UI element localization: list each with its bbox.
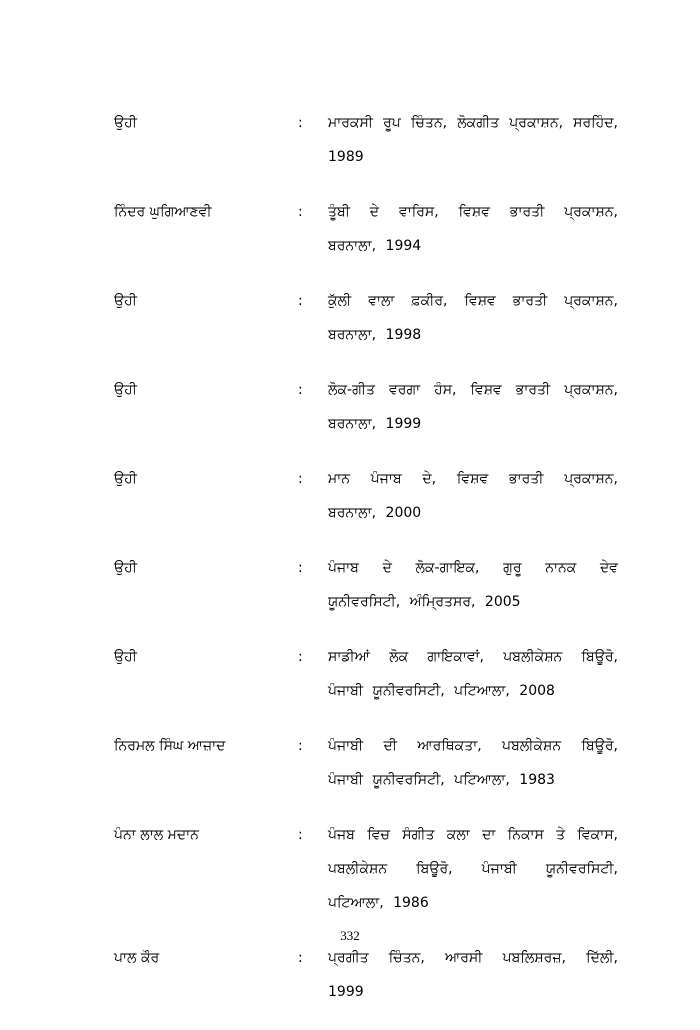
entry-author: ਉਹੀ bbox=[114, 560, 137, 576]
bibliography-entry bbox=[114, 106, 618, 174]
entry-author: ਉਹੀ bbox=[114, 115, 137, 131]
entry-separator: : bbox=[298, 827, 303, 843]
entry-separator: : bbox=[298, 293, 303, 309]
entry-work: ਲੋਕ-ਗੀਤ ਵਰਗਾ ਹੰਸ, ਵਿਸ਼ਵ ਭਾਰਤੀ ਪ੍ਰਕਾਸ਼ਨ, ਬਰਨਾਲਾ, 1999 bbox=[328, 382, 618, 432]
entry-separator: : bbox=[298, 649, 303, 665]
entry-separator: : bbox=[298, 204, 303, 220]
entry-separator: : bbox=[298, 382, 303, 398]
entry-author: ਉਹੀ bbox=[114, 471, 137, 487]
bibliography-entry bbox=[114, 284, 618, 352]
entry-author: ਨਿੰਦਰ ਘੁਗਿਆਣਵੀ bbox=[114, 204, 212, 220]
entry-work: ਮਾਰਕਸੀ ਰੂਪ ਚਿੰਤਨ, ਲੋਕਗੀਤ ਪ੍ਰਕਾਸ਼ਨ, ਸਰਹਿੰਦ, 1989 bbox=[328, 115, 618, 165]
entry-work: ਪੰਜਬ ਵਿਚ ਸੰਗੀਤ ਕਲਾ ਦਾ ਨਿਕਾਸ ਤੇ ਵਿਕਾਸ, ਪਬਲੀਕੇਸ਼ਨ ਬਿਊਰੋ, ਪੰਜਾਬੀ ਯੂਨੀਵਰਸਿਟੀ, ਪਟਿਆਲਾ, 1986 bbox=[328, 827, 618, 911]
bibliography-entry bbox=[114, 941, 618, 1009]
entry-separator: : bbox=[298, 738, 303, 754]
entry-work: ਸਾਡੀਆਂ ਲੋਕ ਗਾਇਕਾਵਾਂ, ਪਬਲੀਕੇਸ਼ਨ ਬਿਊਰੋ, ਪੰਜਾਬੀ ਯੂਨੀਵਰਸਿਟੀ, ਪਟਿਆਲਾ, 2008 bbox=[328, 649, 618, 699]
bibliography-entry bbox=[114, 195, 618, 263]
entry-separator: : bbox=[298, 560, 303, 576]
entry-author: ਪਾਲ ਕੌਰ bbox=[114, 950, 160, 966]
bibliography-entry bbox=[114, 373, 618, 441]
entry-work: ਕੁੱਲੀ ਵਾਲਾ ਫ਼ਕੀਰ, ਵਿਸ਼ਵ ਭਾਰਤੀ ਪ੍ਰਕਾਸ਼ਨ, ਬਰਨਾਲਾ, 1998 bbox=[328, 293, 618, 343]
bibliography-entry bbox=[114, 551, 618, 619]
entry-work: ਪੰਜਾਬੀ ਦੀ ਆਰਥਿਕਤਾ, ਪਬਲੀਕੇਸ਼ਨ ਬਿਊਰੋ, ਪੰਜਾਬੀ ਯੂਨੀਵਰਸਿਟੀ, ਪਟਿਆਲਾ, 1983 bbox=[328, 738, 618, 788]
entry-separator: : bbox=[298, 950, 303, 966]
bibliography-entry bbox=[114, 462, 618, 530]
entry-author: ਉਹੀ bbox=[114, 382, 137, 398]
bibliography-entry bbox=[114, 818, 618, 920]
entry-work: ਪ੍ਰਗੀਤ ਚਿੰਤਨ, ਆਰਸੀ ਪਬਲਿਸ਼ਰਜ਼, ਦਿੱਲੀ, 1999 bbox=[328, 950, 618, 1000]
entry-author: ਪੰਨਾ ਲਾਲ ਮਦਾਨ bbox=[114, 827, 199, 843]
entry-author: ਨਿਰਮਲ ਸਿੰਘ ਆਜ਼ਾਦ bbox=[114, 738, 226, 754]
entry-separator: : bbox=[298, 471, 303, 487]
entry-author: ਉਹੀ bbox=[114, 293, 137, 309]
entry-author: ਉਹੀ bbox=[114, 649, 137, 665]
bibliography-entry bbox=[114, 640, 618, 708]
entry-work: ਪੰਜਾਬ ਦੇ ਲੋਕ-ਗਾਇਕ, ਗੁਰੂ ਨਾਨਕ ਦੇਵ ਯੂਨੀਵਰਸਿਟੀ, ਅੰਮ੍ਰਿਤਸਰ, 2005 bbox=[328, 560, 618, 610]
entry-work: ਤੂੰਬੀ ਦੇ ਵਾਰਿਸ, ਵਿਸ਼ਵ ਭਾਰਤੀ ਪ੍ਰਕਾਸ਼ਨ, ਬਰਨਾਲਾ, 1994 bbox=[328, 204, 618, 254]
entry-work: ਮਾਨ ਪੰਜਾਬ ਦੇ, ਵਿਸ਼ਵ ਭਾਰਤੀ ਪ੍ਰਕਾਸ਼ਨ, ਬਰਨਾਲਾ, 2000 bbox=[328, 471, 618, 521]
page-number: 332 bbox=[340, 928, 360, 943]
bibliography-entry bbox=[114, 729, 618, 797]
bibliography-list bbox=[114, 106, 618, 1030]
entry-separator: : bbox=[298, 115, 303, 131]
